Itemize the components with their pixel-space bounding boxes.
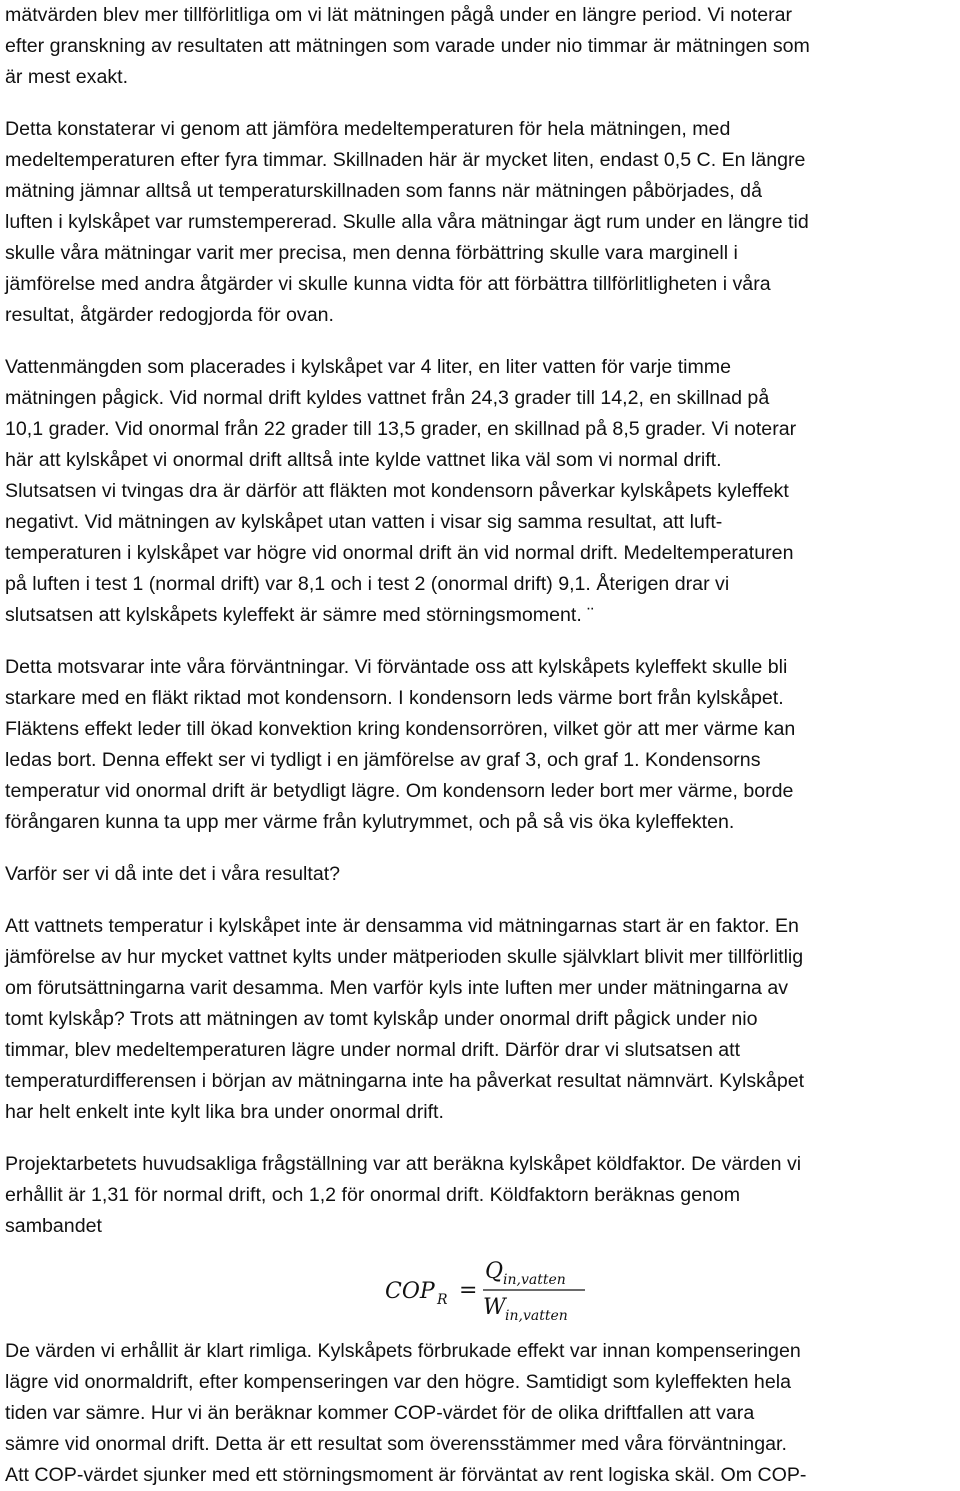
text-line: De värden vi erhållit är klart rimliga. Kylskåpets förbrukade effekt var innan kompenseringen	[5, 1340, 801, 1362]
text-line: jämförelse med andra åtgärder vi skulle kunna vidta för att förbättra tillförlitligheten i våra	[5, 273, 771, 295]
text-line: mätvärden blev mer tillförlitliga om vi lät mätningen pågå under en längre period. Vi noterar	[5, 4, 793, 26]
text-line: timmar, blev medeltemperaturen lägre under normal drift. Därför drar vi slutsatsen att	[5, 1039, 741, 1061]
text-line: luften i kylskåpet var rumstempererad. Skulle alla våra mätningar ägt rum under en längre tid	[5, 211, 809, 233]
text-line: mätning jämnar alltså ut temperaturskillnaden som fanns när mätningen påbörjades, då	[5, 180, 762, 202]
text-line: starkare med en fläkt riktad mot kondensorn. I kondensorn leds värme bort från kylskåpet.	[5, 687, 784, 709]
text-line: tiden var sämre. Hur vi än beräknar kommer COP-värdet för de olika driftfallen att vara	[5, 1402, 755, 1424]
text-line: Varför ser vi då inte det i våra resultat?	[5, 863, 341, 885]
paragraph-forvantningar	[5, 652, 957, 838]
text-line: är mest exakt.	[5, 66, 129, 88]
text-line: Projektarbetets huvudsakliga frågställning var att beräkna kylskåpet köldfaktor. De värden vi	[5, 1153, 802, 1175]
formula-denominator-subscript: in,vatten	[505, 1308, 568, 1324]
text-line: Slutsatsen vi tvingas dra är därför att fläkten mot kondensorn påverkar kylskåpets kyleffekt	[5, 480, 789, 502]
text-line: Detta konstaterar vi genom att jämföra medeltemperaturen för hela mätningen, med	[5, 118, 731, 140]
text-line: temperatur vid onormal drift är betydligt lägre. Om kondensorn leder bort mer värme, borde	[5, 780, 794, 802]
formula-lhs-subscript: R	[437, 1292, 448, 1308]
text-line: Fläktens effekt leder till ökad konvektion kring kondensorrören, vilket gör att mer värme kan	[5, 718, 796, 740]
formula-numerator-subscript: in,vatten	[503, 1272, 566, 1288]
text-line: sambandet	[5, 1215, 102, 1237]
text-line: temperaturdifferensen i början av mätningarna inte ha påverkat resultat nämnvärt. Kylskåpet	[5, 1070, 805, 1092]
text-line: tomt kylskåp? Trots att mätningen av tomt kylskåp under onormal drift pågick under nio	[5, 1008, 758, 1030]
text-line: temperaturen i kylskåpet var högre vid onormal drift än vid normal drift. Medeltemperaturen	[5, 542, 794, 564]
text-line: Detta motsvarar inte våra förväntningar. Vi förväntade oss att kylskåpets kyleffekt skulle bli	[5, 656, 788, 678]
paragraph-vattenmangd	[5, 352, 957, 631]
cop-formula-graphic	[385, 1248, 605, 1332]
text-line: Att vattnets temperatur i kylskåpet inte är densamma vid mätningarnas start är en faktor. En	[5, 915, 799, 937]
formula-equals: =	[459, 1278, 478, 1303]
paragraph-vattnets-temperatur	[5, 911, 957, 1128]
text-line: lägre vid onormaldrift, efter kompenseringen var den högre. Samtidigt som kyleffekten hela	[5, 1371, 791, 1393]
paragraph-rimliga-varden	[5, 1336, 957, 1491]
text-line: här att kylskåpet vi onormal drift alltså inte kylde vattnet lika väl som vi normal drift.	[5, 449, 722, 471]
cop-formula	[5, 1248, 957, 1332]
paragraph-medeltemperatur	[5, 114, 957, 331]
text-line: jämförelse av hur mycket vattnet kylts under mätperioden skulle självklart blivit mer tillförlitlig	[5, 946, 804, 968]
text-line: erhållit är 1,31 för normal drift, och 1,2 för onormal drift. Köldfaktorn beräknas genom	[5, 1184, 741, 1206]
text-line: efter granskning av resultaten att mätningen som varade under nio timmar är mätningen som	[5, 35, 810, 57]
text-line: om förutsättningarna varit desamma. Men varför kyls inte luften mer under mätningarna av	[5, 977, 789, 999]
text-line: Att COP-värdet sjunker med ett störningsmoment är förväntat av rent logiska skäl. Om COP-	[5, 1464, 807, 1486]
text-line: mätningen pågick. Vid normal drift kyldes vattnet från 24,3 grader till 14,2, en skillnad på	[5, 387, 770, 409]
text-line: förångaren kunna ta upp mer värme från kylutrymmet, och på så vis öka kyleffekten.	[5, 811, 735, 833]
paragraph-intro	[5, 0, 957, 93]
text-line: Vattenmängden som placerades i kylskåpet var 4 liter, en liter vatten för varje timme	[5, 356, 732, 378]
paragraph-question	[5, 859, 957, 890]
text-line: på luften i test 1 (normal drift) var 8,1 och i test 2 (onormal drift) 9,1. Återigen drar vi	[5, 573, 730, 595]
text-line: sämre vid onormal drift. Detta är ett resultat som överensstämmer med våra förväntningar.	[5, 1433, 787, 1455]
text-line: 10,1 grader. Vid onormal från 22 grader till 13,5 grader, en skillnad på 8,5 grader. Vi noterar	[5, 418, 797, 440]
text-line: ledas bort. Denna effekt ser vi tydligt i en jämförelse av graf 3, och graf 1. Kondensorns	[5, 749, 761, 771]
formula-denominator: W	[483, 1295, 506, 1320]
document-page	[5, 0, 957, 1491]
text-line: skulle våra mätningar varit mer precisa, men denna förbättring skulle vara marginell i	[5, 242, 738, 264]
text-line: resultat, åtgärder redogjorda för ovan.	[5, 304, 334, 326]
formula-lhs: COP	[385, 1279, 435, 1304]
text-line: har helt enkelt inte kylt lika bra under onormal drift.	[5, 1101, 444, 1123]
formula-numerator: Q	[485, 1259, 504, 1284]
paragraph-koldfaktor	[5, 1149, 957, 1242]
text-line: slutsatsen att kylskåpets kyleffekt är sämre med störningsmoment. ¨	[5, 604, 594, 626]
text-line: medeltemperaturen efter fyra timmar. Skillnaden här är mycket liten, endast 0,5 C. En längre	[5, 149, 806, 171]
text-line: negativt. Vid mätningen av kylskåpet utan vatten i visar sig samma resultat, att luft-	[5, 511, 723, 533]
